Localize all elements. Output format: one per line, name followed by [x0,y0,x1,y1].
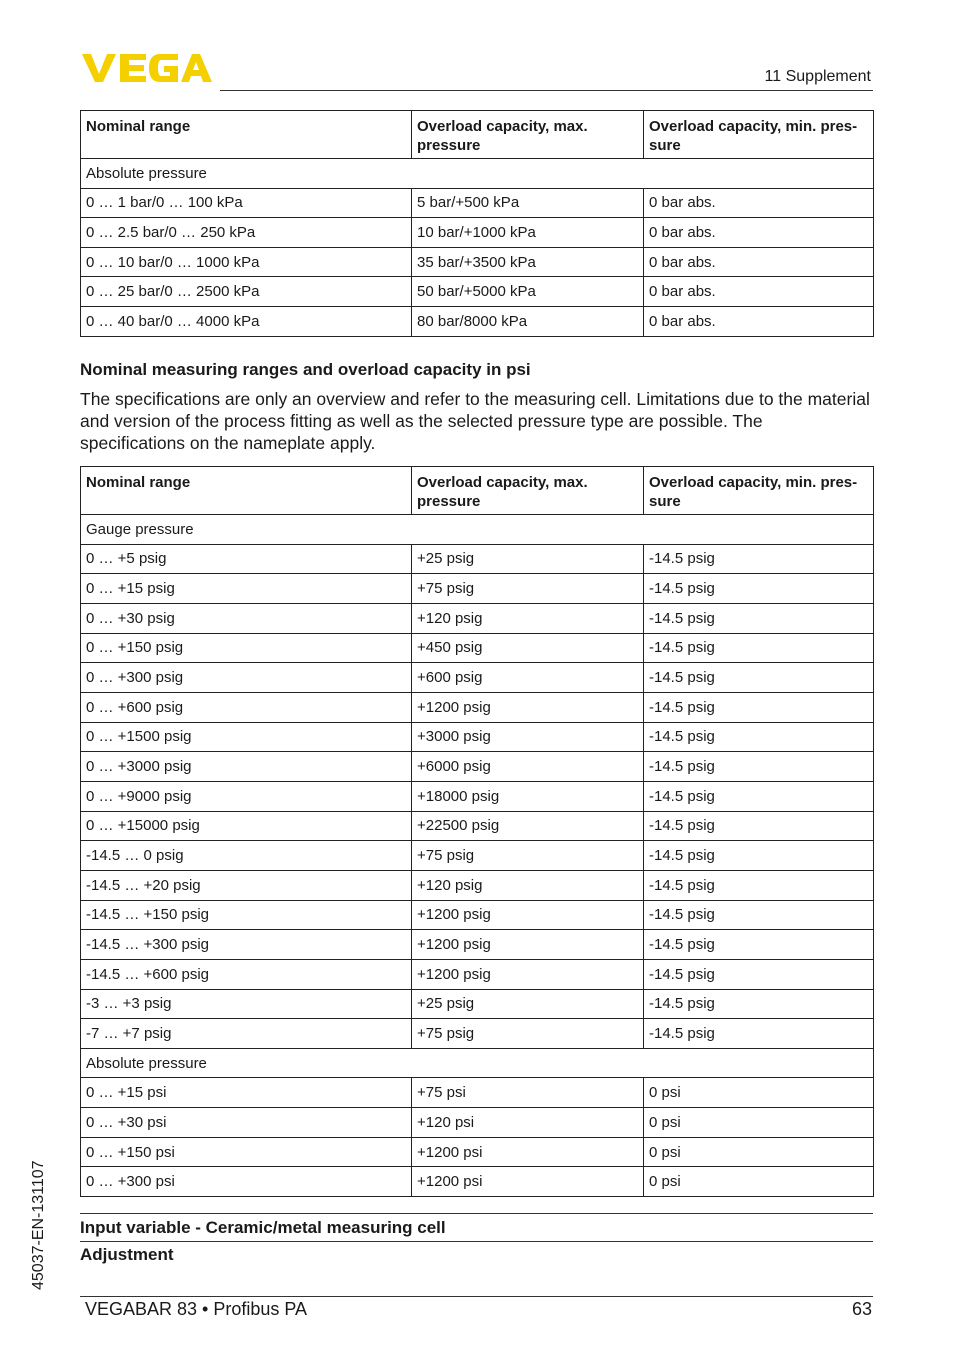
cell-range: -14.5 … 0 psig [81,841,412,871]
cell-min: -14.5 psig [644,870,874,900]
cell-min: -14.5 psig [644,959,874,989]
cell-min: -14.5 psig [644,574,874,604]
table-row [81,752,874,782]
cell-range: 0 … 25 bar/0 … 2500 kPa [81,277,412,307]
table-row [81,574,874,604]
header-section-label: 11 Supplement [764,68,871,85]
cell-max: +6000 psig [412,752,644,782]
cell-max: +22500 psig [412,811,644,841]
table-row [81,306,874,336]
cell-max: +1200 psi [412,1167,644,1197]
cell-min: -14.5 psig [644,722,874,752]
footer-product: VEGABAR 83 • Profibus PA [85,1299,308,1319]
cell-min: -14.5 psig [644,752,874,782]
header-nominal-range: Nominal range [81,467,412,515]
cell-range: 0 … +1500 psig [81,722,412,752]
cell-min: -14.5 psig [644,633,874,663]
section-rule [80,1241,873,1242]
page-number: 63 [851,1299,872,1319]
cell-max: +25 psig [412,989,644,1019]
cell-max: 50 bar/+5000 kPa [412,277,644,307]
table-group-row [81,515,874,545]
input-variable-heading: Input variable - Ceramic/metal measuring cell [80,1218,446,1237]
cell-range: -14.5 … +20 psig [81,870,412,900]
table-row [81,692,874,722]
table-row [81,1167,874,1197]
table-row [81,841,874,871]
cell-min: 0 bar abs. [644,188,874,218]
cell-range: 0 … +3000 psig [81,752,412,782]
table-row [81,1108,874,1138]
cell-range: 0 … +30 psi [81,1108,412,1138]
bar-pressure-table [80,110,874,337]
table-row [81,781,874,811]
cell-max: +75 psig [412,841,644,871]
cell-range: -3 … +3 psig [81,989,412,1019]
group-label: Absolute pressure [81,159,874,189]
cell-range: -7 … +7 psig [81,1019,412,1049]
table-row [81,663,874,693]
table-row [81,959,874,989]
cell-range: 0 … 10 bar/0 … 1000 kPa [81,247,412,277]
psi-section-paragraph: The specifications are only an overview and refer to the measuring cell. Limitations due to the material and version of the process fitting as well as the selected pressure type are possible. The specifications on the nameplate apply. [80,389,870,453]
table-row [81,188,874,218]
cell-range: 0 … +9000 psig [81,781,412,811]
adjustment-heading: Adjustment [80,1245,174,1264]
table-row [81,722,874,752]
section-rule [80,1213,873,1214]
cell-range: 0 … +15000 psig [81,811,412,841]
cell-min: -14.5 psig [644,841,874,871]
table-row [81,247,874,277]
table-group-row [81,1048,874,1078]
group-label: Gauge pressure [81,515,874,545]
cell-range: -14.5 … +600 psig [81,959,412,989]
header-overload-max: Overload capacity, max. pressure [412,111,644,159]
table-row [81,544,874,574]
cell-max: +75 psig [412,1019,644,1049]
cell-range: 0 … +300 psig [81,663,412,693]
cell-max: 80 bar/8000 kPa [412,306,644,336]
cell-min: -14.5 psig [644,544,874,574]
psi-pressure-table [80,466,874,1197]
cell-min: -14.5 psig [644,663,874,693]
table-header-row [81,467,874,515]
cell-min: 0 bar abs. [644,218,874,248]
table-row [81,277,874,307]
cell-range: 0 … +15 psig [81,574,412,604]
cell-range: 0 … +300 psi [81,1167,412,1197]
cell-range: 0 … +30 psig [81,603,412,633]
cell-min: -14.5 psig [644,900,874,930]
vega-logo [82,52,212,84]
header-nominal-range: Nominal range [81,111,412,159]
group-label: Absolute pressure [81,1048,874,1078]
table-header-row [81,111,874,159]
table-row [81,1019,874,1049]
table-row [81,218,874,248]
table-row [81,900,874,930]
cell-min: 0 psi [644,1078,874,1108]
table-row [81,633,874,663]
cell-max: +120 psi [412,1108,644,1138]
cell-max: +1200 psi [412,1137,644,1167]
cell-min: -14.5 psig [644,781,874,811]
table-row [81,870,874,900]
cell-range: 0 … +600 psig [81,692,412,722]
cell-max: 5 bar/+500 kPa [412,188,644,218]
cell-max: +1200 psig [412,900,644,930]
cell-max: +75 psig [412,574,644,604]
footer-rule [80,1296,873,1297]
table-row [81,989,874,1019]
cell-min: -14.5 psig [644,1019,874,1049]
cell-max: +75 psi [412,1078,644,1108]
cell-max: 10 bar/+1000 kPa [412,218,644,248]
cell-min: -14.5 psig [644,989,874,1019]
cell-max: +120 psig [412,603,644,633]
cell-range: -14.5 … +300 psig [81,930,412,960]
cell-range: 0 … +15 psi [81,1078,412,1108]
cell-max: +600 psig [412,663,644,693]
cell-max: +3000 psig [412,722,644,752]
cell-min: 0 psi [644,1167,874,1197]
cell-min: -14.5 psig [644,930,874,960]
cell-range: -14.5 … +150 psig [81,900,412,930]
cell-max: +1200 psig [412,930,644,960]
document-code: 45037-EN-131107 [30,1160,47,1290]
cell-range: 0 … +5 psig [81,544,412,574]
table-row [81,603,874,633]
cell-max: +1200 psig [412,692,644,722]
psi-section-heading: Nominal measuring ranges and overload capacity in psi [80,360,531,379]
cell-min: 0 bar abs. [644,277,874,307]
table-group-row [81,159,874,189]
header-overload-max: Overload capacity, max. pressure [412,467,644,515]
cell-max: +18000 psig [412,781,644,811]
cell-max: 35 bar/+3500 kPa [412,247,644,277]
logo-text: VEGA [82,52,85,53]
header-overload-min: Overload capacity, min. pres-sure [644,467,874,515]
cell-range: 0 … 2.5 bar/0 … 250 kPa [81,218,412,248]
table-row [81,811,874,841]
cell-min: -14.5 psig [644,603,874,633]
cell-range: 0 … +150 psi [81,1137,412,1167]
cell-range: 0 … 40 bar/0 … 4000 kPa [81,306,412,336]
header-overload-min: Overload capacity, min. pres-sure [644,111,874,159]
cell-min: -14.5 psig [644,692,874,722]
header-rule [220,90,873,91]
cell-max: +25 psig [412,544,644,574]
cell-range: 0 … 1 bar/0 … 100 kPa [81,188,412,218]
cell-min: 0 psi [644,1108,874,1138]
cell-min: -14.5 psig [644,811,874,841]
cell-range: 0 … +150 psig [81,633,412,663]
cell-min: 0 psi [644,1137,874,1167]
cell-min: 0 bar abs. [644,247,874,277]
cell-max: +1200 psig [412,959,644,989]
table-row [81,1078,874,1108]
cell-max: +450 psig [412,633,644,663]
table-row [81,930,874,960]
table-row [81,1137,874,1167]
cell-max: +120 psig [412,870,644,900]
cell-min: 0 bar abs. [644,306,874,336]
